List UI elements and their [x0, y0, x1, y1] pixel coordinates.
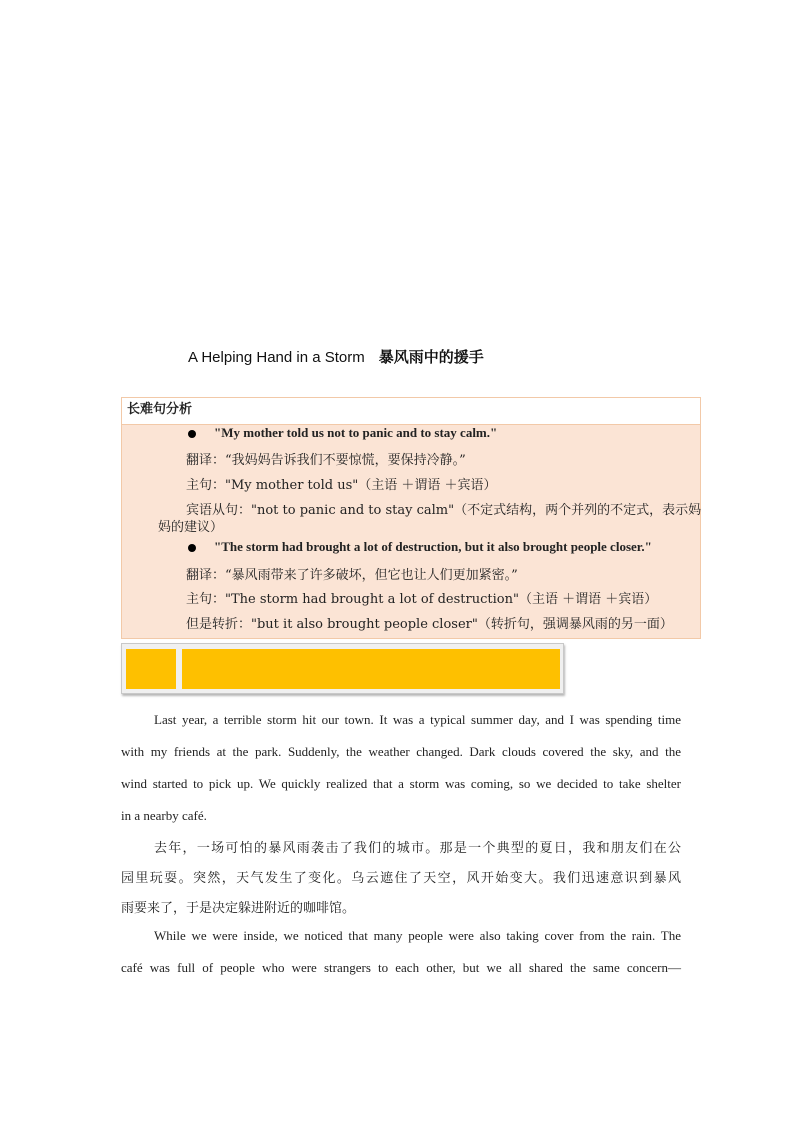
text-line: 园里玩耍。突然，天气发生了变化。乌云遮住了天空，风开始变大。我们迅速意识到暴风	[121, 871, 681, 886]
analysis-object-clause-line-2: 妈的建议）	[158, 520, 224, 535]
bullet-icon	[188, 544, 196, 552]
title-english: A Helping Hand in a Storm	[188, 349, 365, 366]
decorative-cell	[182, 649, 560, 689]
text-line: in a nearby café.	[121, 808, 207, 823]
sentence-analysis-box	[121, 397, 701, 639]
decorative-cell	[126, 649, 176, 689]
analysis-contrast-clause: 但是转折："but it also brought people closer"（转折句，强调暴风雨的另一面）	[186, 617, 673, 632]
page-title	[188, 346, 484, 367]
bullet-icon	[188, 430, 196, 438]
analysis-main-clause-2: 主句："The storm had brought a lot of destruction"（主语 ＋谓语 ＋宾语）	[186, 592, 658, 607]
text-line: Last year, a terrible storm hit our town. It was a typical summer day, and I was spending time	[154, 712, 681, 727]
text-line: café was full of people who were strangers to each other, but we all shared the same concern—	[121, 960, 681, 975]
text-line: While we were inside, we noticed that many people were also taking cover from the rain. The	[154, 928, 681, 943]
analysis-translation-1: 翻译：“我妈妈告诉我们不要惊慌，要保持冷静。”	[186, 453, 466, 468]
text-line: 去年，一场可怕的暴风雨袭击了我们的城市。那是一个典型的夏日，我和朋友们在公	[154, 841, 681, 856]
analysis-sentence-1: "My mother told us not to panic and to stay calm."	[214, 425, 498, 440]
analysis-sentence-2: "The storm had brought a lot of destruction, but it also brought people closer."	[214, 539, 652, 554]
decorative-table	[121, 643, 564, 694]
analysis-translation-2: 翻译：“暴风雨带来了许多破坏，但它也让人们更加紧密。”	[186, 568, 518, 583]
analysis-main-clause-1: 主句："My mother told us"（主语 ＋谓语 ＋宾语）	[186, 478, 497, 493]
text-line: 雨要来了，于是决定躲进附近的咖啡馆。	[121, 901, 356, 916]
text-line: wind started to pick up. We quickly realized that a storm was coming, so we decided to take shelter	[121, 776, 681, 791]
title-chinese: 暴风雨中的援手	[378, 349, 484, 366]
analysis-object-clause-line-1: 宾语从句："not to panic and to stay calm"（不定式结构，两个并列的不定式，表示妈	[186, 503, 702, 518]
text-line: with my friends at the park. Suddenly, the weather changed. Dark clouds covered the sky, and the	[121, 744, 681, 759]
analysis-heading: 长难句分析	[122, 398, 700, 425]
